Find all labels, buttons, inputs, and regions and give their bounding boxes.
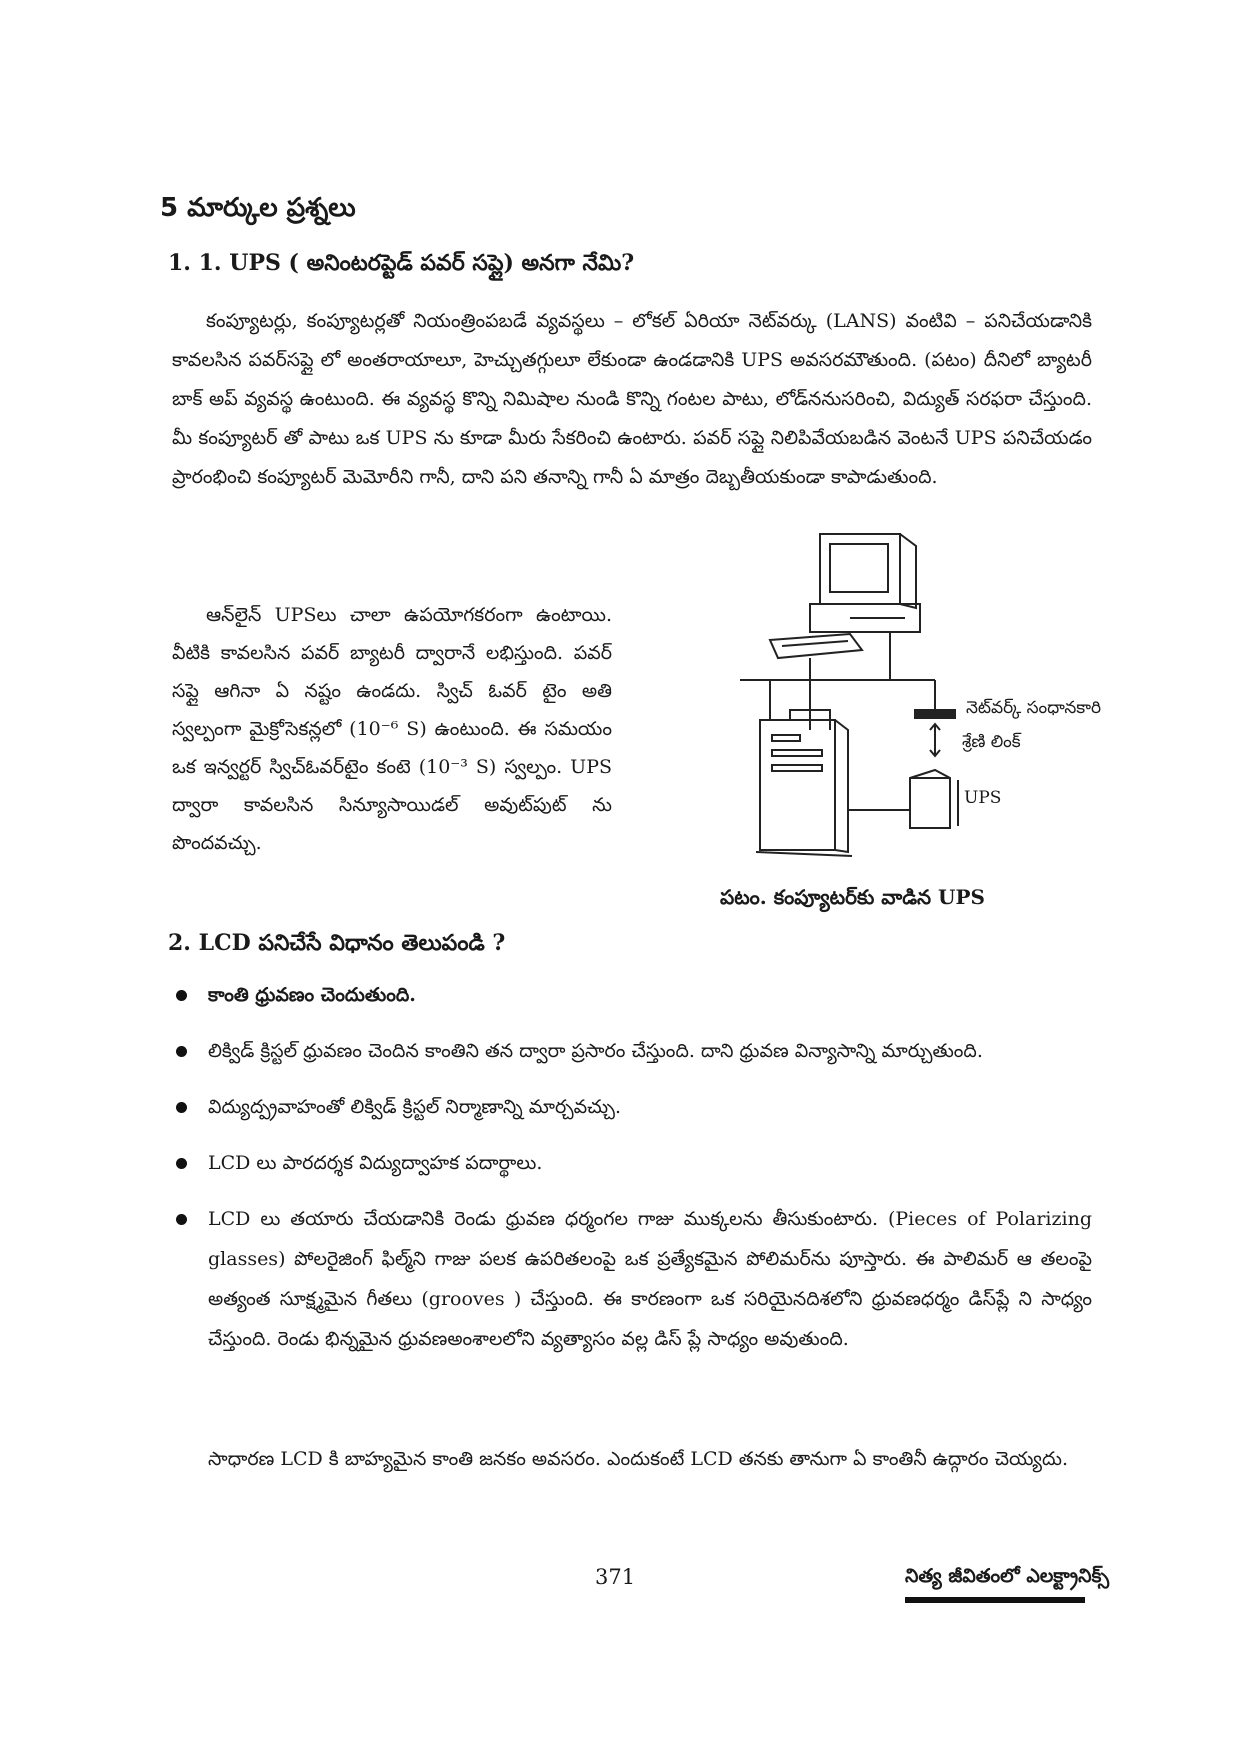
figure-caption: పటం. కంప్యూటర్‌కు వాడిన UPS: [720, 885, 985, 909]
paragraph-text: ఆన్‌లైన్ UPSలు చాలా ఉపయోగకరంగా ఉంటాయి. వీటికి కావలసిన పవర్ బ్యాటరీ ద్వారానే లభిస్తుంది. పవర్ సప్లై ఆగినా ఏ నష్టం ఉండదు. స్విచ్ ఓవర్ టైం అతి స్వల్పంగా మైక్రోసెకన్లలో (10⁻⁶ S) ఉంటుంది. ఈ సమయం ఒక ఇన్వర్టర్ స్విచ్‌ఓవర్‌టైం కంటె (10⁻³ S) స్వల్పం. UPS ద్వారా కావలసిన సిన్యూసాయిడల్ అవుట్‌పుట్ ను పొందవచ్చు.: [172, 604, 612, 854]
bullet-icon: [176, 1102, 187, 1113]
section-title: 5 మార్కుల ప్రశ్నలు: [160, 193, 356, 223]
paragraph-text: సాధారణ LCD కి బాహ్యమైన కాంతి జనకం అవసరం. ఎందుకంటే LCD తనకు తానుగా ఏ కాంతినీ ఉద్గారం చెయ్యదు.: [208, 1448, 1068, 1470]
list-item: [172, 1199, 1092, 1359]
footer-rule: [905, 1597, 1085, 1603]
list-item-text: లిక్విడ్ క్రిస్టల్ ధ్రువణం చెందిన కాంతిని తన ద్వారా ప్రసారం చేస్తుంది. దాని ధ్రువణ విన్యాసాన్ని మార్చుతుంది.: [208, 1040, 983, 1062]
lcd-closing-paragraph: [208, 1440, 1092, 1479]
bullet-icon: [176, 990, 187, 1001]
bullet-icon: [176, 1158, 187, 1169]
list-item-text: LCD లు తయారు చేయడానికి రెండు ధ్రువణ ధర్మంగల గాజు ముక్కలను తీసుకుంటారు. (Pieces of Polarizing glasses) పోలరైజింగ్ ఫిల్మ్‌ని గాజు పలక ఉపరితలంపై ఒక ప్రత్యేకమైన పోలిమర్‌ను పూస్తారు. ఈ పాలిమర్ ఆ తలంపై అత్యంత సూక్ష్మమైన గీతలు (grooves ) చేస్తుంది. ఈ కారణంగా ఒక సరియైనదిశలోని ధ్రువణధర్మం డిస్‌ప్లే ని సాధ్యం చేస్తుంది. రెండు భిన్నమైన ధ్రువణఅంశాలలోని వ్యత్యాసం వల్ల డిస్ ప్లే సాధ్యం అవుతుంది.: [208, 1208, 1092, 1350]
list-item: [172, 1087, 1092, 1127]
question-1-paragraph-2: [172, 596, 612, 862]
bullet-icon: [176, 1214, 187, 1225]
question-1-paragraph-1: [172, 302, 1092, 497]
question-1-heading: 1. 1. UPS ( అనింటరప్టెడ్ పవర్ సప్లై) అనగా నేమి?: [168, 250, 635, 276]
network-adapter-shape: [915, 710, 955, 718]
question-2-heading: 2. LCD పనిచేసే విధానం తెలుపండి ?: [168, 930, 506, 956]
list-item-text: కాంతి ధ్రువణం చెందుతుంది.: [208, 984, 416, 1006]
network-adapter-label: నెట్‌వర్క్ సంధానకారి: [966, 698, 1102, 718]
list-item: [172, 1031, 1092, 1071]
page-number: 371: [595, 1565, 636, 1589]
list-item: [172, 1143, 1092, 1183]
list-item-text: విద్యుద్ప్రవాహంతో లిక్విడ్ క్రిస్టల్ నిర్మాణాన్ని మార్చవచ్చు.: [208, 1096, 622, 1118]
paragraph-text: కంప్యూటర్లు, కంప్యూటర్లతో నియంత్రింపబడే వ్యవస్థలు – లోకల్ ఏరియా నెట్‌వర్కు (LANS) వంటివి – పనిచేయడానికి కావలసిన పవర్‌సప్లై లో అంతరాయాలూ, హెచ్చుతగ్గులూ లేకుండా ఉండడానికి UPS అవసరమౌతుంది. (పటం) దీనిలో బ్యాటరీ బాక్ అప్ వ్యవస్థ ఉంటుంది. ఈ వ్యవస్థ కొన్ని నిమిషాల నుండి కొన్ని గంటల పాటు, లోడ్‌ననుసరించి, విద్యుత్ సరఫరా చేస్తుంది. మీ కంప్యూటర్ తో పాటు ఒక UPS ను కూడా మీరు సేకరించి ఉంటారు. పవర్ సప్లై నిలిపివేయబడిన వెంటనే UPS పనిచేయడం ప్రారంభించి కంప్యూటర్ మెమోరీని గానీ, దాని పని తనాన్ని గానీ ఏ మాత్రం దెబ్బతీయకుండా కాపాడుతుంది.: [172, 310, 1092, 488]
ups-figure: [730, 530, 1120, 870]
serial-link-label: శ్రేణి లింక్: [962, 732, 1021, 752]
list-item: [172, 975, 1092, 1015]
book-title: నిత్య జీవితంలో ఎలక్ట్రానిక్స్: [905, 1565, 1110, 1587]
list-item-text: LCD లు పారదర్శక విద్యుద్వాహక పదార్థాలు.: [208, 1152, 543, 1174]
lcd-bullet-list: [172, 975, 1092, 1375]
bullet-icon: [176, 1046, 187, 1057]
ups-label: UPS: [964, 788, 1002, 808]
